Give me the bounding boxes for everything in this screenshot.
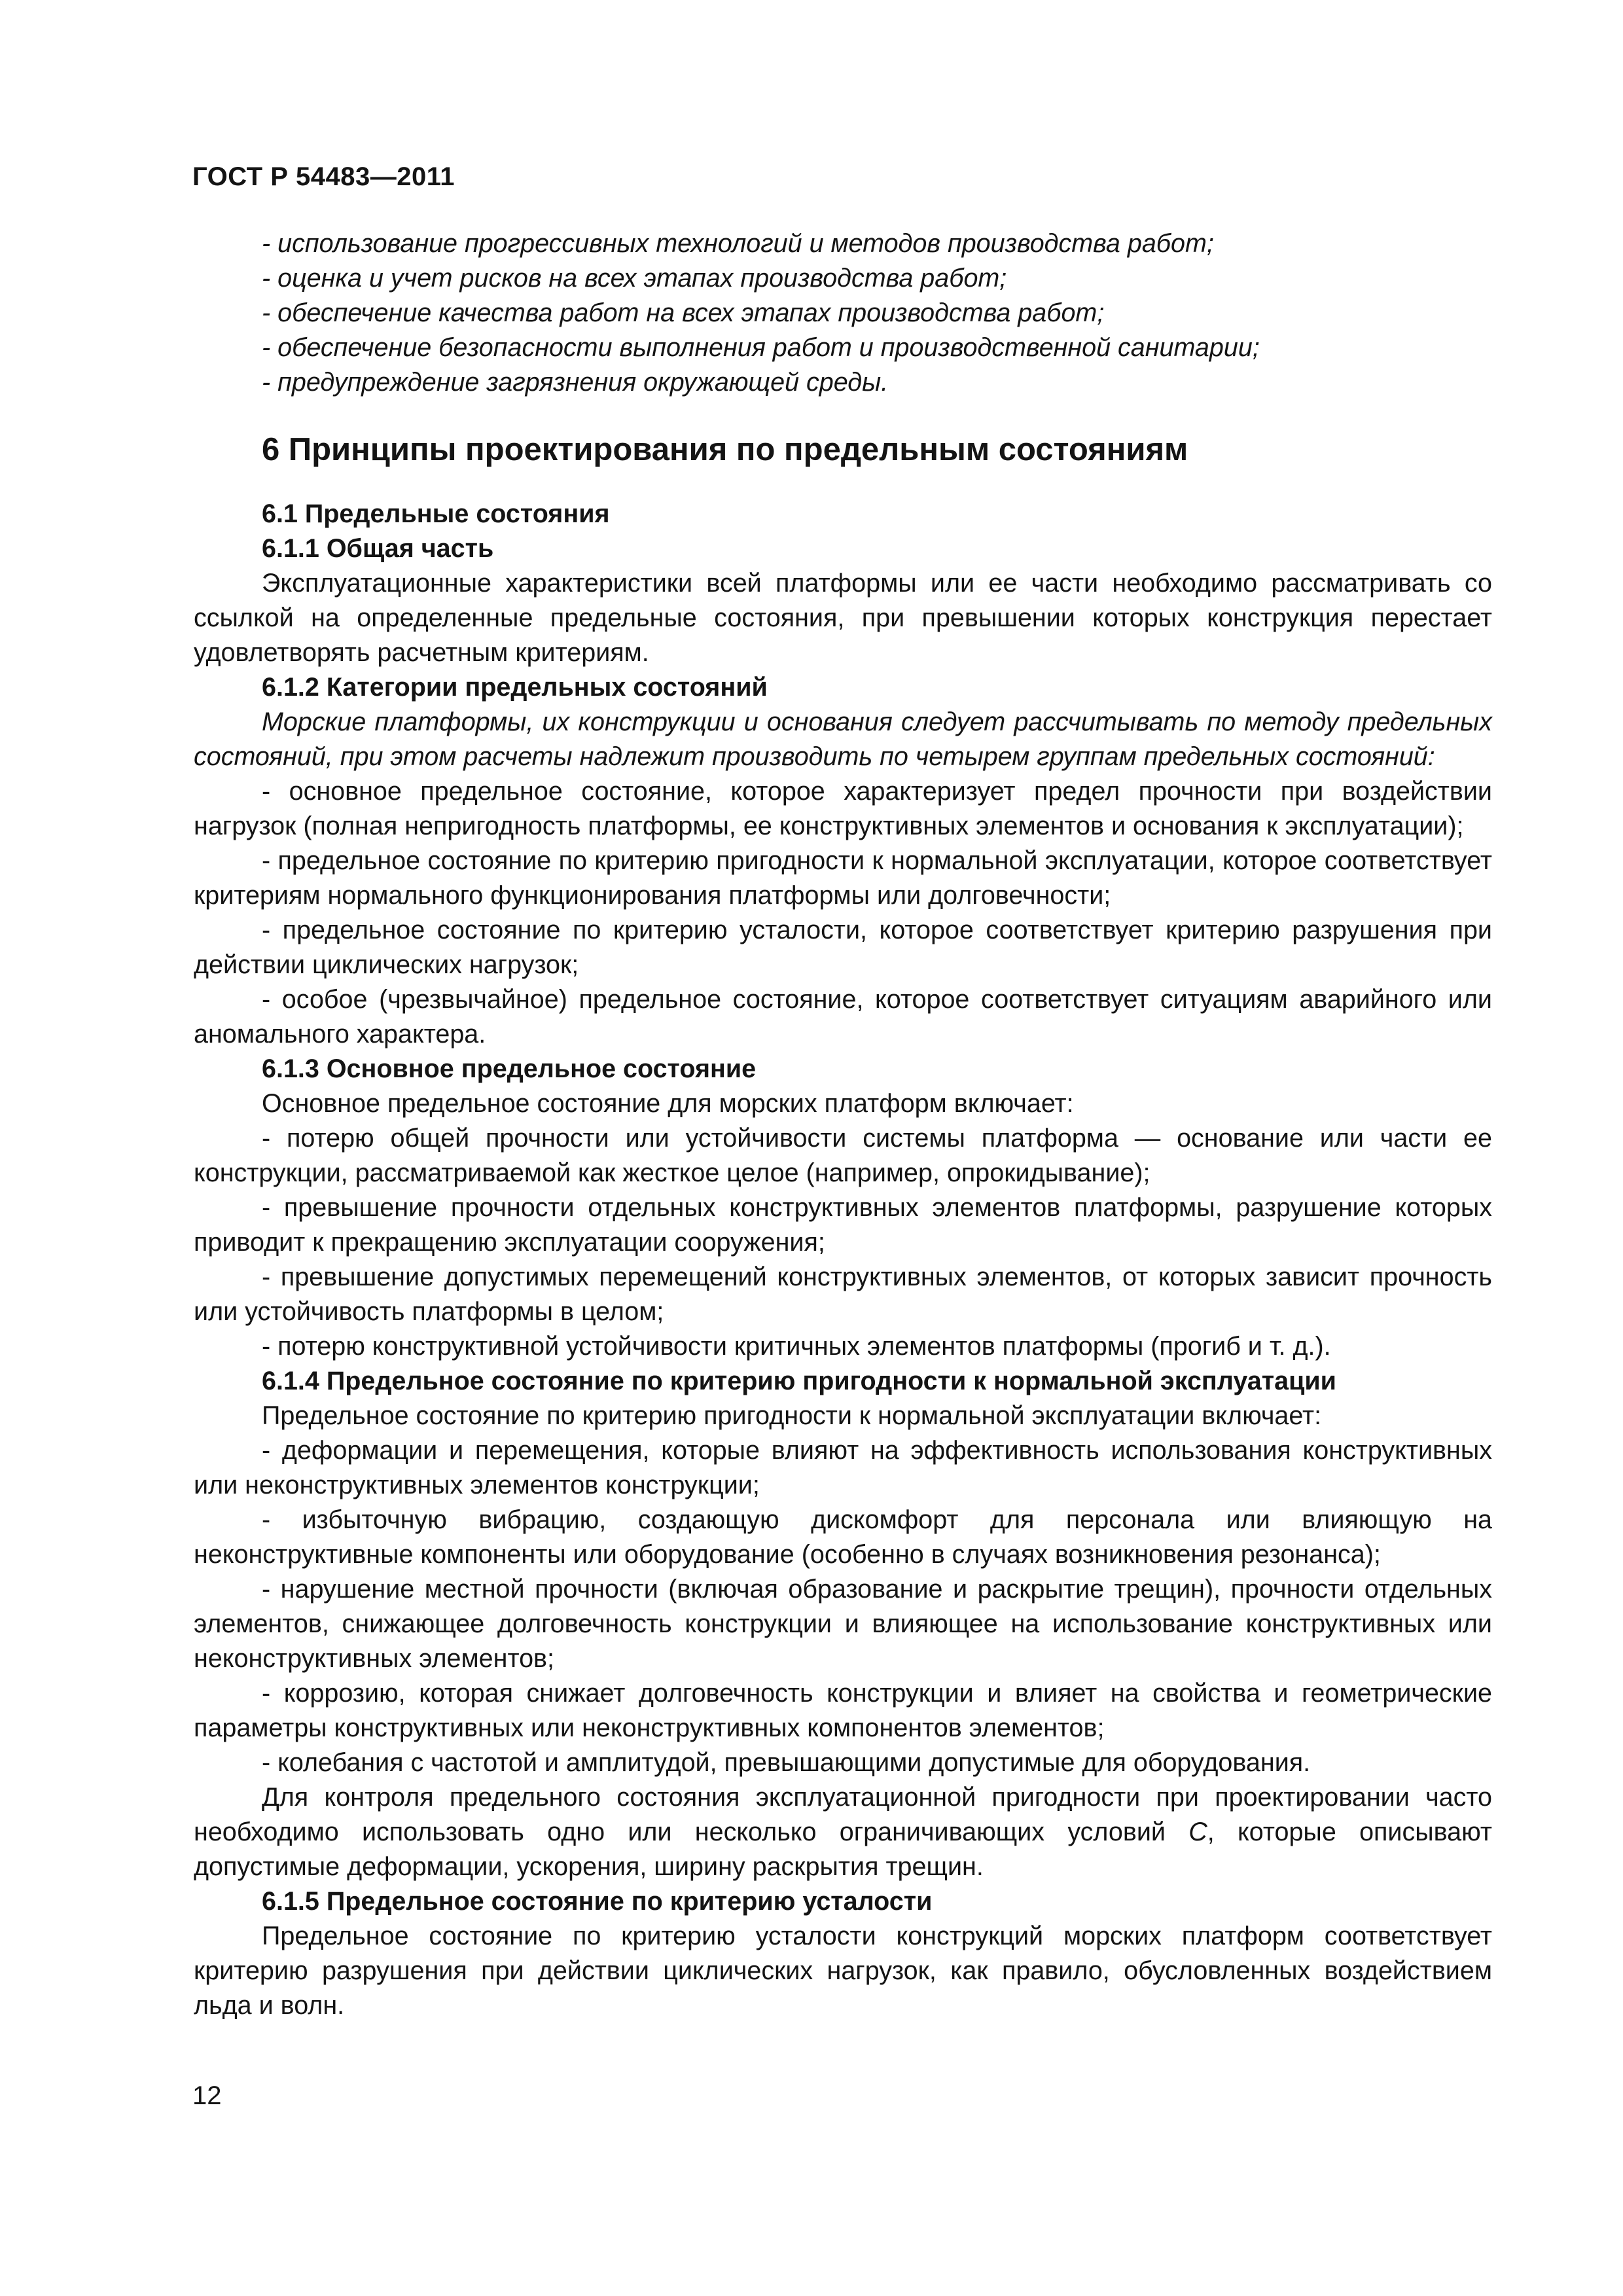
paragraph: Морские платформы, их конструкции и основания следует рассчитывать по методу предельных состояний, при этом расчеты надлежит производить по четырем группам предельных состояний: [194,708,1492,771]
list-item: - нарушение местной прочности (включая образование и раскрытие трещин), прочности отдельных элементов, снижающее долговечность конструкции и влияющее на использование конструктивных или неконструктивных элементов; [194,1575,1492,1673]
list-item: - потерю конструктивной устойчивости критичных элементов платформы (прогиб и т. д.). [262,1332,1331,1361]
list-item: - предупреждение загрязнения окружающей среды. [262,368,889,397]
list-item: - обеспечение качества работ на всех этапах производства работ; [262,298,1105,327]
list-item: - коррозию, которая снижает долговечность конструкции и влияет на свойства и геометрические параметры конструктивных или неконструктивных компонентов элементов; [194,1679,1492,1742]
list-item: - деформации и перемещения, которые влияют на эффективность использования конструктивных или неконструктивных элементов конструкции; [194,1436,1492,1499]
list-item: - особое (чрезвычайное) предельное состояние, которое соответствует ситуациям аварийного или аномального характера. [194,985,1492,1049]
clause-heading: 6.1.3 Основное предельное состояние [262,1054,757,1083]
section-heading: 6 Принципы проектирования по предельным состояниям [262,432,1188,467]
variable-c: С [1188,1818,1207,1846]
list-item: - превышение прочности отдельных конструктивных элементов платформы, разрушение которых приводит к прекращению эксплуатации сооружения; [194,1193,1492,1257]
list-item: - основное предельное состояние, которое характеризует предел прочности при воздействии нагрузок (полная непригодность платформы, ее конструктивных элементов и основания к эксплуатации); [194,777,1492,840]
paragraph: Предельное состояние по критерию усталости конструкций морских платформ соответствует критерию разрушения при действии циклических нагрузок, как правило, обусловленных воздействием льда и волн. [194,1922,1492,2020]
paragraph: Основное предельное состояние для морских платформ включает: [262,1089,1074,1118]
paragraph-text: Для контроля предельного состояния эксплуатационной пригодности при проектировании часто необходимо использовать одно или несколько ограничивающих условий [194,1783,1492,1846]
clause-heading: 6.1.2 Категории предельных состояний [262,673,768,702]
list-item: - предельное состояние по критерию пригодности к нормальной эксплуатации, которое соответствует критериям нормального функционирования платформы или долговечности; [194,846,1492,910]
clause-heading: 6.1.1 Общая часть [262,534,494,563]
paragraph [194,1780,1492,1884]
list-item: - обеспечение безопасности выполнения работ и производственной санитарии; [262,333,1260,362]
list-item: - использование прогрессивных технологий и методов производства работ; [262,229,1214,258]
document-body [194,226,1492,2023]
list-item: - оценка и учет рисков на всех этапах производства работ; [262,264,1007,293]
list-item: - потерю общей прочности или устойчивости системы платформа — основание или части ее конструкции, рассматриваемой как жесткое целое (например, опрокидывание); [194,1124,1492,1187]
document-header: ГОСТ Р 54483—2011 [192,162,455,191]
subsection-heading: 6.1 Предельные состояния [262,499,610,528]
clause-heading: 6.1.4 Предельное состояние по критерию пригодности к нормальной эксплуатации [262,1367,1336,1395]
page-number: 12 [192,2081,222,2110]
list-item: - превышение допустимых перемещений конструктивных элементов, от которых зависит прочность или устойчивость платформы в целом; [194,1263,1492,1326]
clause-heading: 6.1.5 Предельное состояние по критерию усталости [262,1887,933,1916]
paragraph: Предельное состояние по критерию пригодности к нормальной эксплуатации включает: [262,1401,1322,1430]
paragraph-text: , которые описывают допустимые деформации, ускорения, ширину раскрытия трещин. [194,1818,1492,1881]
list-item: - колебания с частотой и амплитудой, превышающими допустимые для оборудования. [262,1748,1311,1777]
paragraph: Эксплуатационные характеристики всей платформы или ее части необходимо рассматривать со ссылкой на определенные предельные состояния, при превышении которых конструкция перестает удовлетворять расчетным критериям. [194,569,1492,667]
list-item: - избыточную вибрацию, создающую дискомфорт для персонала или влияющую на неконструктивные компоненты или оборудование (особенно в случаях возникновения резонанса); [194,1505,1492,1569]
list-item: - предельное состояние по критерию усталости, которое соответствует критерию разрушения при действии циклических нагрузок; [194,916,1492,979]
